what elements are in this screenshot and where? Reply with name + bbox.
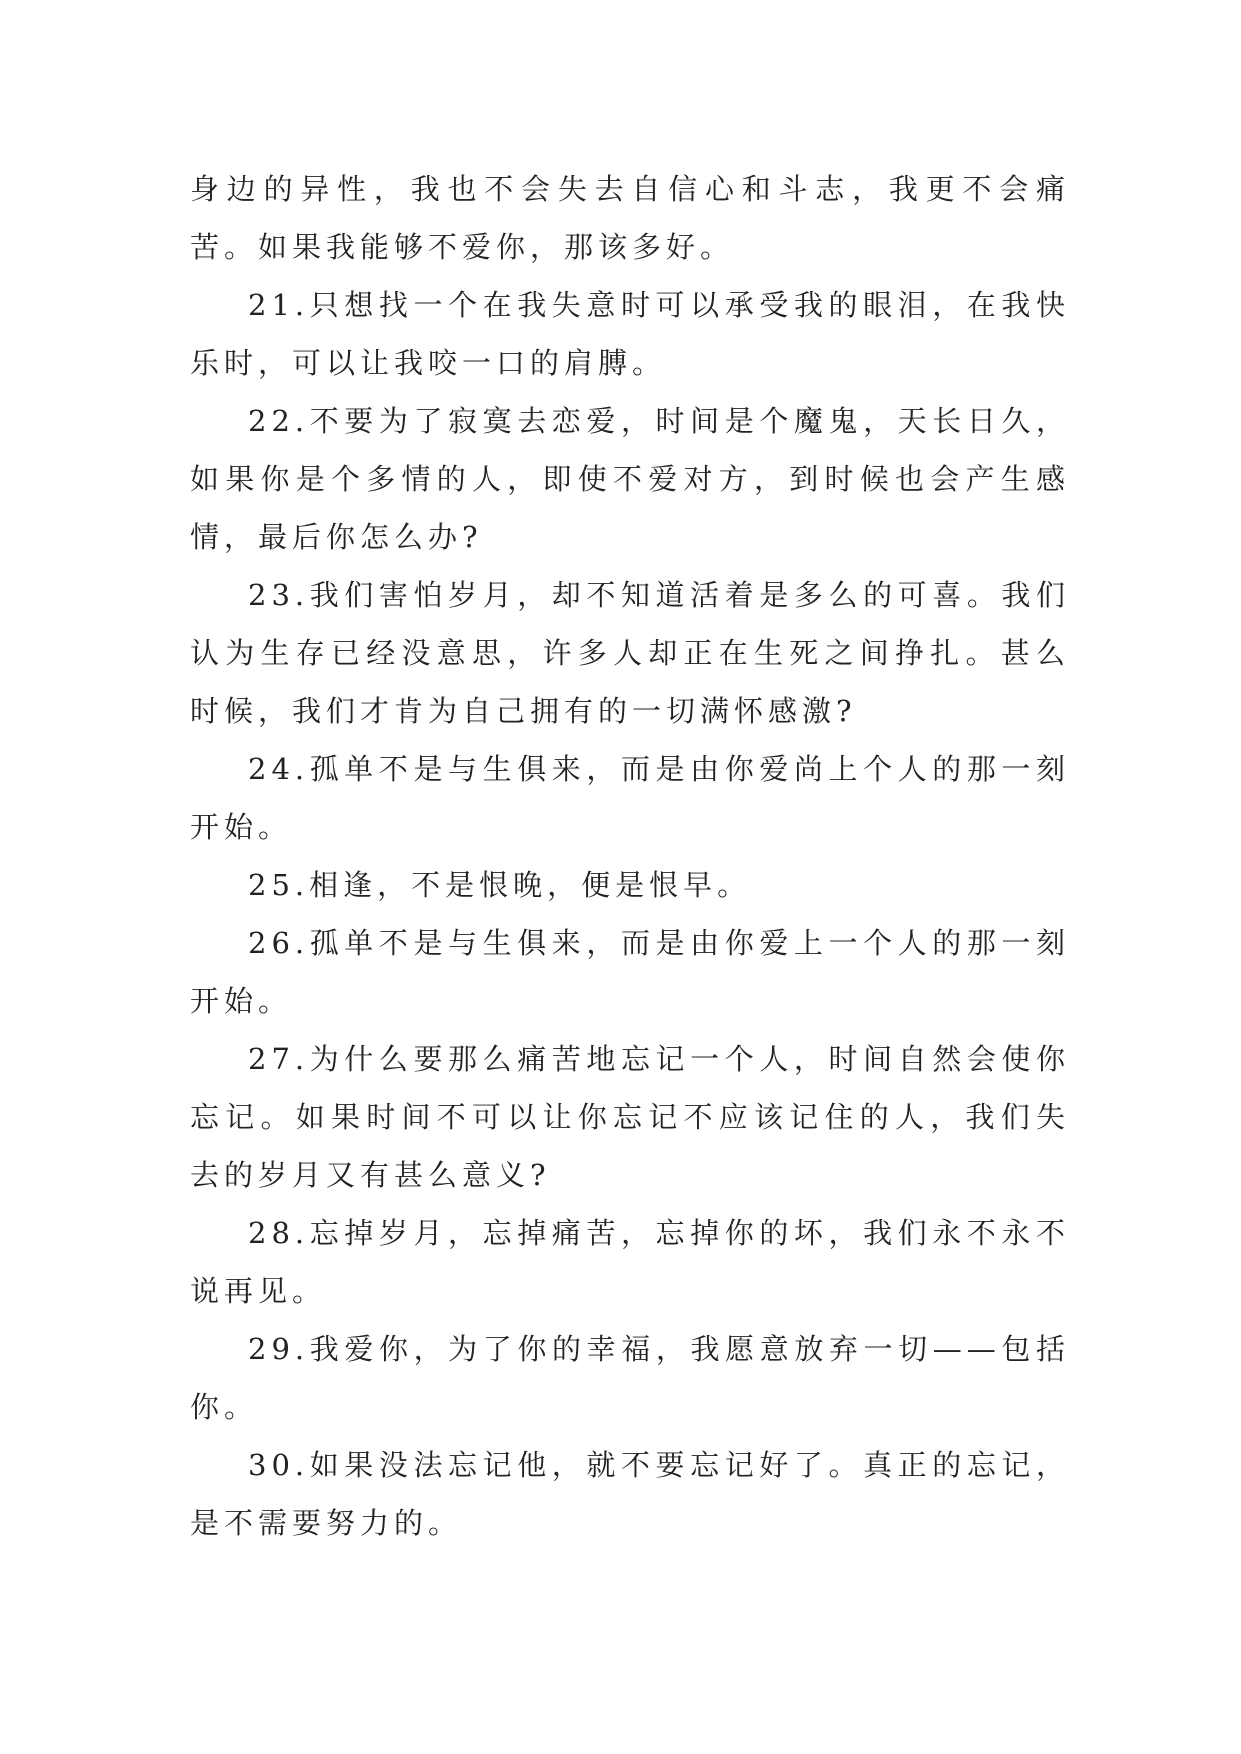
paragraph-23: 23.我们害怕岁月，却不知道活着是多么的可喜。我们认为生存已经没意思，许多人却正在生死之间挣扎。甚么时候，我们才肯为自己拥有的一切满怀感激? [190, 578, 1070, 728]
paragraph-24: 24.孤单不是与生俱来，而是由你爱尚上个人的那一刻开始。 [190, 752, 1070, 844]
paragraph-22: 22.不要为了寂寞去恋爱，时间是个魔鬼，天长日久，如果你是个多情的人，即使不爱对方，到时候也会产生感情，最后你怎么办? [190, 404, 1070, 554]
paragraph-21: 21.只想找一个在我失意时可以承受我的眼泪，在我快乐时，可以让我咬一口的肩膊。 [190, 288, 1070, 380]
paragraph-29: 29.我爱你，为了你的幸福，我愿意放弃一切——包括你。 [190, 1332, 1070, 1424]
body-text [190, 160, 1070, 1552]
paragraph-continued: 身边的异性，我也不会失去自信心和斗志，我更不会痛苦。如果我能够不爱你，那该多好。 [190, 172, 1070, 264]
paragraph-27: 27.为什么要那么痛苦地忘记一个人，时间自然会使你忘记。如果时间不可以让你忘记不应该记住的人，我们失去的岁月又有甚么意义? [190, 1042, 1070, 1192]
paragraph-25: 25.相逢，不是恨晚，便是恨早。 [248, 868, 752, 902]
paragraph-28: 28.忘掉岁月，忘掉痛苦，忘掉你的坏，我们永不永不说再见。 [190, 1216, 1070, 1308]
paragraph-26: 26.孤单不是与生俱来，而是由你爱上一个人的那一刻开始。 [190, 926, 1070, 1018]
paragraph-30: 30.如果没法忘记他，就不要忘记好了。真正的忘记，是不需要努力的。 [190, 1448, 1070, 1540]
